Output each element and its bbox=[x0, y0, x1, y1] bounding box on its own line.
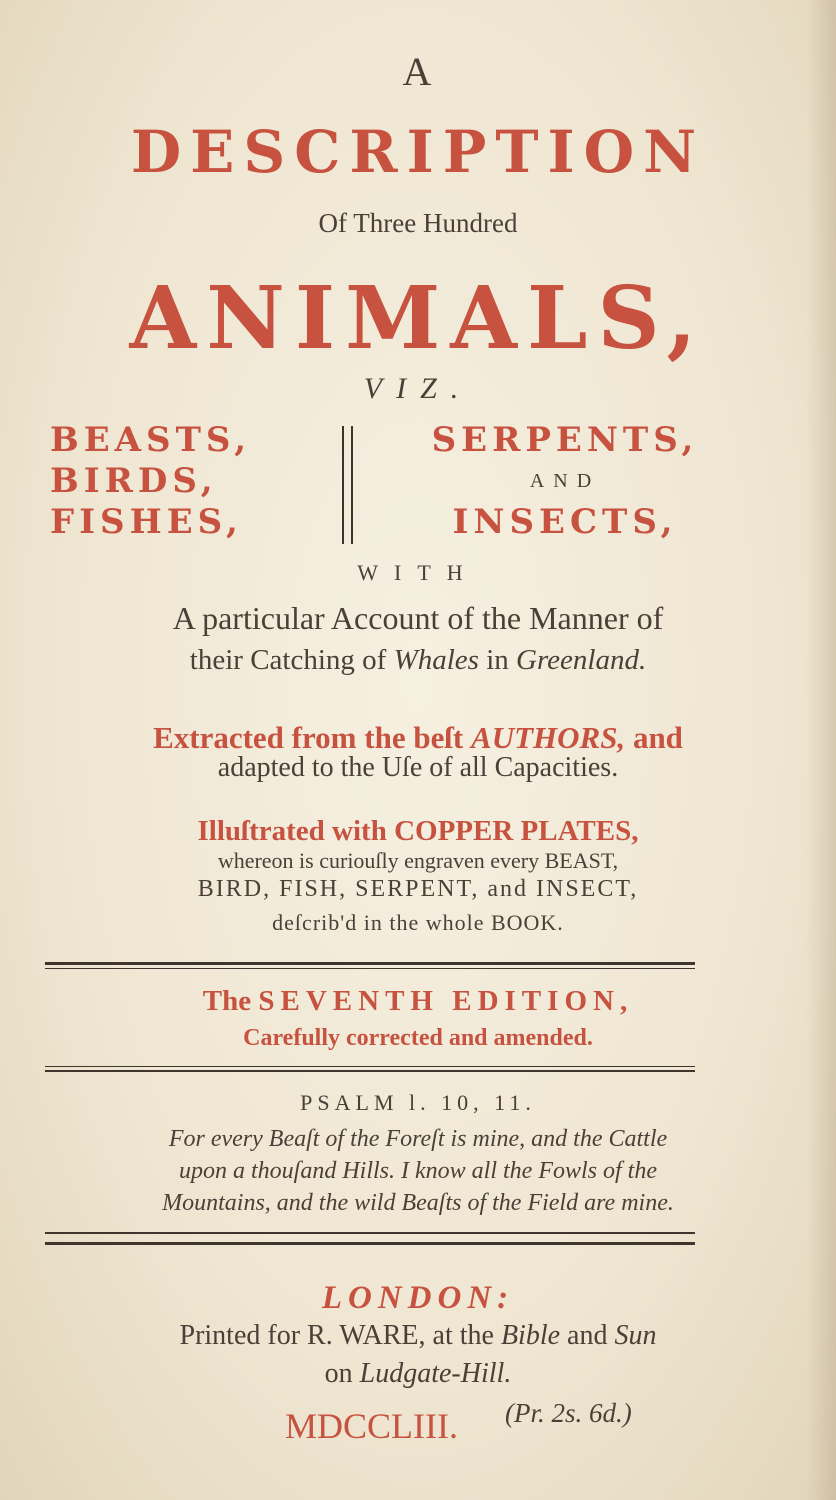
ludgate-on: on bbox=[324, 1358, 360, 1389]
category-birds: BIRDS, bbox=[50, 461, 218, 501]
extracted-line bbox=[0, 720, 836, 756]
bird-fish-line: BIRD, FISH, SERPENT, and INSECT, bbox=[197, 876, 639, 902]
category-beasts: BEASTS, bbox=[50, 420, 252, 460]
right-category-column bbox=[400, 420, 730, 543]
authors-word: AUTHORS, bbox=[471, 720, 626, 755]
edition-line bbox=[0, 985, 836, 1018]
printed-line bbox=[0, 1320, 836, 1352]
publication-year: MDCCLIII. bbox=[285, 1406, 458, 1446]
printed-and: and bbox=[560, 1320, 615, 1351]
verse-line-2: upon a thouſand Hills. I know all the Fowls of the bbox=[179, 1158, 657, 1184]
column-divider-left bbox=[342, 426, 344, 544]
description-heading: DESCRIPTION bbox=[130, 118, 706, 186]
extracted-and: and bbox=[625, 720, 683, 755]
whereon-line: whereon is curiouſly engraven every BEAST, bbox=[217, 848, 619, 873]
category-insects: INSECTS, bbox=[452, 502, 678, 542]
psalm-reference: PSALM l. 10, 11. bbox=[300, 1090, 536, 1115]
animal-categories bbox=[50, 420, 730, 545]
rule-upper bbox=[45, 962, 695, 965]
left-category-column bbox=[50, 420, 310, 543]
category-fishes: FISHES, bbox=[50, 502, 243, 542]
greenland-word: Greenland. bbox=[516, 644, 647, 676]
edition-the: The bbox=[202, 985, 259, 1017]
category-and: AND bbox=[529, 470, 601, 492]
verse-line-1: For every Beaſt of the Foreſt is mine, and the Cattle bbox=[168, 1126, 668, 1152]
illustrated-text: Illuſtrated with bbox=[197, 815, 395, 847]
article-line: A bbox=[402, 49, 434, 94]
rule-upper-thin bbox=[45, 968, 695, 969]
printed-for-text: Printed for R. WARE, at the bbox=[179, 1320, 501, 1351]
copper-plates-text: COPPER PLATES, bbox=[394, 815, 639, 847]
bible-word: Bible bbox=[500, 1320, 561, 1351]
viz-line: VIZ. bbox=[363, 372, 473, 405]
animals-heading: ANIMALS, bbox=[129, 268, 707, 369]
edition-caps: SEVENTH EDITION, bbox=[258, 985, 634, 1017]
verse-line-3: Mountains, and the wild Beaſts of the Field are mine. bbox=[162, 1190, 674, 1216]
three-hundred-line: Of Three Hundred bbox=[318, 208, 518, 238]
account-line-2-mid: in bbox=[478, 644, 516, 676]
illustrated-line bbox=[0, 815, 836, 848]
extracted-text: Extracted from the beſt bbox=[153, 720, 472, 755]
with-line: WITH bbox=[357, 560, 479, 585]
price-note: (Pr. 2s. 6d.) bbox=[505, 1398, 632, 1428]
sun-word: Sun bbox=[614, 1320, 657, 1351]
adapted-line: adapted to the Uſe of all Capacities. bbox=[217, 752, 619, 783]
ludgate-line bbox=[0, 1358, 836, 1390]
rule-lower-thin bbox=[45, 1232, 695, 1234]
whales-word: Whales bbox=[393, 644, 479, 676]
account-line-2-start: their Catching of bbox=[189, 644, 394, 676]
column-divider-right bbox=[351, 426, 353, 544]
account-line-1: A particular Account of the Manner of bbox=[172, 600, 664, 636]
describd-line: deſcrib'd in the whole BOOK. bbox=[272, 910, 564, 935]
corrected-line: Carefully corrected and amended. bbox=[243, 1025, 593, 1051]
london-line: LONDON: bbox=[321, 1280, 515, 1316]
account-line-2 bbox=[0, 644, 836, 677]
ludgate-hill: Ludgate-Hill. bbox=[359, 1358, 512, 1389]
rule-middle-thin bbox=[45, 1066, 695, 1067]
rule-lower bbox=[45, 1242, 695, 1245]
category-serpents: SERPENTS, bbox=[431, 420, 699, 460]
rule-middle bbox=[45, 1070, 695, 1072]
